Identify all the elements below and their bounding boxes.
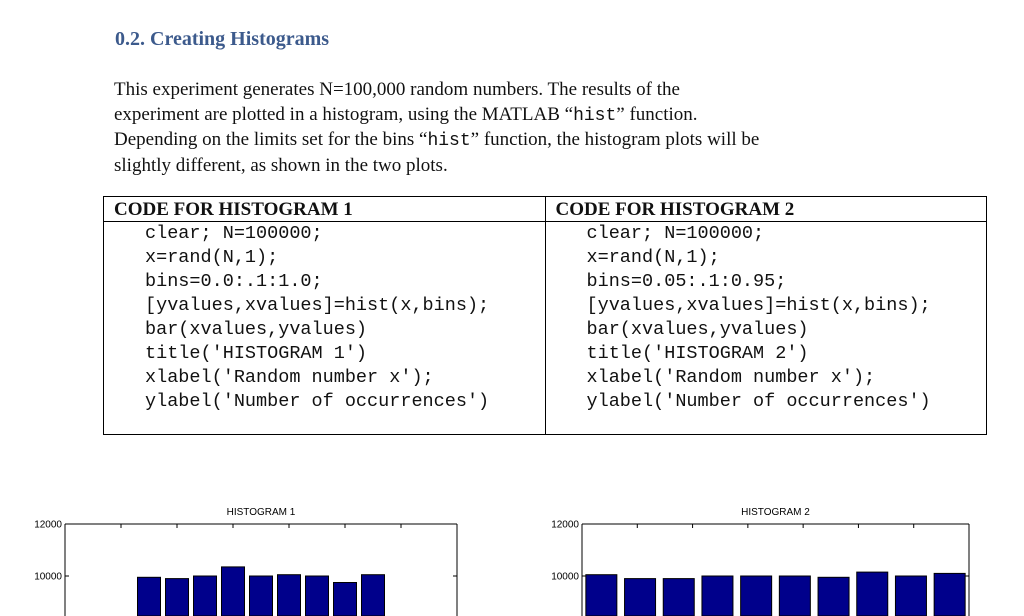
histogram-2-bar (857, 572, 888, 616)
histogram-2-bar (702, 576, 733, 616)
code-line: [yvalues,xvalues]=hist(x,bins); (145, 295, 490, 316)
histogram-2-svg (520, 500, 1000, 616)
code-line: clear; N=100000; (586, 223, 765, 244)
histogram-1-bar (194, 576, 217, 616)
code-line: bins=0.05:.1:0.95; (586, 271, 787, 292)
code-header: CODE FOR HISTOGRAM 2 (546, 197, 987, 222)
inline-code: hist (573, 105, 617, 126)
intro-line: This experiment generates N=100,000 random numbers. The results of the (114, 79, 680, 100)
histogram-1-bar (138, 577, 161, 616)
histogram-2-bar (895, 576, 926, 616)
histogram-1-bar (278, 575, 301, 616)
code-header: CODE FOR HISTOGRAM 1 (104, 197, 545, 222)
histogram-2-bar (625, 579, 656, 616)
histogram-2-bar (741, 576, 772, 616)
histogram-2-bar (934, 573, 965, 616)
code-table (103, 196, 987, 435)
histogram-2-chart (520, 500, 1000, 616)
histogram-1-bar (306, 576, 329, 616)
histogram-1-bar (222, 567, 245, 616)
code-line: xlabel('Random number x'); (145, 367, 434, 388)
code-line: clear; N=100000; (145, 223, 323, 244)
code-block (546, 222, 987, 414)
code-line: title('HISTOGRAM 1') (145, 343, 368, 364)
code-block (104, 222, 545, 414)
code-line: ylabel('Number of occurrences') (145, 391, 490, 412)
intro-line (114, 103, 914, 129)
section-title: 0.2. Creating Histograms (115, 28, 330, 50)
histogram-2-bar (779, 576, 810, 616)
code-line: [yvalues,xvalues]=hist(x,bins); (586, 295, 931, 316)
histogram-1-bar (166, 579, 189, 616)
intro-text: ” function. (616, 103, 698, 125)
histogram-1-chart (0, 500, 480, 616)
inline-code: hist (427, 131, 471, 151)
histogram-1-bar (250, 576, 273, 616)
histogram-1-svg (0, 500, 480, 616)
code-line: title('HISTOGRAM 2') (586, 343, 809, 364)
code-line: x=rand(N,1); (145, 247, 279, 268)
histogram-2-bar (663, 579, 694, 616)
histogram-2-bar (586, 575, 617, 616)
code-column-histogram-1 (104, 197, 545, 434)
intro-paragraph (114, 78, 914, 178)
code-line: bar(xvalues,yvalues) (586, 319, 809, 340)
code-line: bar(xvalues,yvalues) (145, 319, 368, 340)
code-line: xlabel('Random number x'); (586, 367, 876, 388)
code-line: bins=0.0:.1:1.0; (145, 271, 323, 292)
code-line: x=rand(N,1); (586, 247, 720, 268)
histogram-1-title: HISTOGRAM 1 (226, 507, 296, 518)
histogram-2-y-tick-label: 12000 (551, 519, 579, 531)
histogram-1-bar (334, 583, 357, 616)
intro-line (114, 128, 914, 154)
histogram-1-bar (362, 575, 385, 616)
histogram-2-title: HISTOGRAM 2 (741, 507, 810, 518)
intro-text: ” function, the histogram plots will be (470, 129, 760, 150)
intro-text: experiment are plotted in a histogram, using the MATLAB “ (114, 103, 574, 125)
histogram-1-y-tick-label: 10000 (34, 571, 62, 583)
intro-line: slightly different, as shown in the two plots. (114, 154, 448, 176)
histogram-2-bar (818, 577, 849, 616)
histogram-2-y-tick-label: 10000 (551, 571, 579, 583)
code-column-histogram-2 (545, 197, 987, 434)
histogram-1-y-tick-label: 12000 (34, 519, 62, 531)
code-line: ylabel('Number of occurrences') (586, 391, 931, 412)
intro-text: Depending on the limits set for the bins “ (114, 129, 428, 150)
